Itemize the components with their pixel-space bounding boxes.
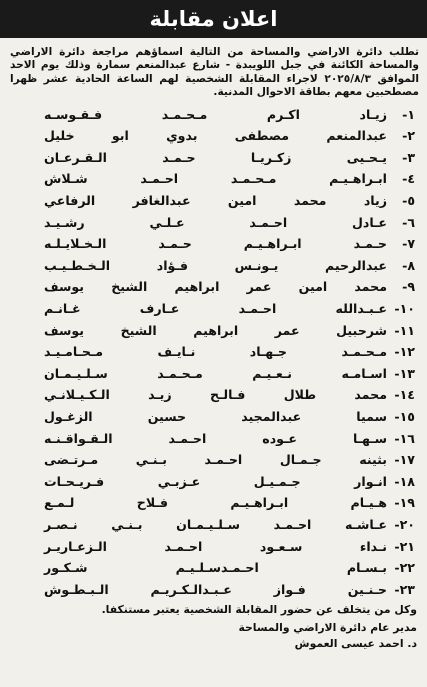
candidate-number: ١٩- — [394, 495, 415, 511]
candidate-row — [14, 147, 415, 169]
candidate-name: عبدالمنعم مصطفى بدوي ابو خليل — [44, 128, 387, 144]
candidate-name: مـحـمـد جـهـاد نـايـف مـحـامـيـد — [44, 344, 387, 360]
candidate-name: محمد امين عمر ابراهيم الشيخ يوسف — [44, 279, 387, 295]
candidate-row — [14, 341, 415, 363]
candidate-number: ١٤- — [394, 387, 415, 403]
candidate-number: ٨- — [402, 257, 415, 273]
candidate-row — [14, 255, 415, 277]
candidate-number: ٩- — [402, 279, 415, 295]
candidate-number: ٢٢- — [394, 560, 415, 576]
candidate-name: عـاشـه احـمـد سـلـيـمـان بـنـي نـصـر — [44, 516, 387, 532]
candidate-name: اسـامـه نـعـيـم مـحـمـد سـلـيـمـان — [44, 365, 387, 381]
candidate-row — [14, 233, 415, 255]
candidate-name: ابـراهـيـم مـحـمـد احـمـد شـلاش — [44, 171, 387, 187]
candidate-row — [14, 168, 415, 190]
candidate-name: انـوار جـمـيـل عـزبـي فـريـحـات — [44, 473, 387, 489]
candidate-name: محمد طلال فـالـح زيـد الـكـيـلانـي — [44, 387, 387, 403]
candidate-number: ١٧- — [394, 452, 415, 468]
candidate-number: ٤- — [402, 171, 415, 187]
absence-warning: وكل من يتخلف عن حضور المقابلة الشخصية يعتبر مستنكفا. — [101, 603, 417, 617]
candidate-row — [14, 276, 415, 298]
candidate-row — [14, 471, 415, 493]
candidate-row — [14, 514, 415, 536]
candidate-name: زيـاد اكـرم مـحـمـد فـقـوسـه — [44, 106, 387, 122]
candidate-number: ٢٠- — [394, 516, 415, 532]
candidate-number: ١٦- — [394, 430, 415, 446]
candidate-row — [14, 579, 415, 601]
candidate-name: بـسـام احـمـدسـلـيـم شـكـور — [44, 560, 387, 576]
candidate-number: ٦- — [402, 214, 415, 230]
candidate-name: حـمـد ابـراهـيـم حـمـد الـخـلايـلـه — [44, 236, 387, 252]
announcement-footer — [10, 602, 417, 652]
candidate-row — [14, 384, 415, 406]
candidate-list — [14, 104, 415, 601]
candidate-row — [14, 363, 415, 385]
candidate-number: ١- — [402, 106, 415, 122]
candidate-row — [14, 536, 415, 558]
candidate-name: شرحبيل عمر ابراهيم الشيخ يوسف — [44, 322, 387, 338]
candidate-row — [14, 320, 415, 342]
candidate-number: ١٣- — [394, 365, 415, 381]
signer-title: مدير عام دائرة الاراضي والمساحة — [238, 621, 417, 635]
announcement-title: اعلان مقابلة — [149, 7, 278, 31]
candidate-number: ١١- — [394, 322, 415, 338]
candidate-row — [14, 104, 415, 126]
announcement-header — [0, 0, 427, 38]
candidate-number: ٢١- — [394, 538, 415, 554]
candidate-name: سميا عبدالمجيد حسين الزغـول — [44, 408, 387, 424]
candidate-row — [14, 212, 415, 234]
intro-paragraph: تطلب دائرة الاراضي والمساحة من التالية اسماؤهم مراجعة دائرة الاراضي والمساحة الكائنة في جبل اللويبدة - شارع عبدالمنعم سمارة وذلك يوم الاحد الموافق ٢٠٢٥/٨/٣ لاجراء المقابلة الشخصية لهم الساعة الحادية عشر ظهرا مصطحبين معهم بطاقة الاحوال المدنية. — [10, 46, 419, 99]
candidate-number: ١٥- — [394, 408, 415, 424]
candidate-row — [14, 428, 415, 450]
candidate-row — [14, 190, 415, 212]
candidate-name: نـداء سـعـود احـمـد الـزعـاريـر — [44, 538, 387, 554]
candidate-number: ٧- — [402, 236, 415, 252]
candidate-name: عبدالرحيم يـونـس فـؤاد الـخـطـيـب — [44, 257, 387, 273]
candidate-name: هـيـام ابـراهـيـم فـلاح لـمـع — [44, 495, 387, 511]
candidate-row — [14, 449, 415, 471]
candidate-number: ٣- — [402, 149, 415, 165]
signer-name: د. احمد عيسى العموش — [294, 637, 417, 651]
candidate-name: حـنـين فـواز عـبـدالـكـريـم الـبـطـوش — [44, 581, 387, 597]
candidate-number: ١٨- — [394, 473, 415, 489]
candidate-row — [14, 557, 415, 579]
candidate-number: ٢- — [402, 128, 415, 144]
candidate-name: عـبـدالله احـمـد عـارف غـانـم — [44, 300, 387, 316]
candidate-number: ١٠- — [394, 300, 415, 316]
candidate-name: زياد محمد امين عبدالغافر الرفاعي — [44, 193, 387, 208]
candidate-row — [14, 298, 415, 320]
candidate-name: عـادل احـمـد عـلـي رشـيـد — [44, 214, 387, 230]
candidate-number: ٢٣- — [394, 581, 415, 597]
candidate-row — [14, 125, 415, 147]
candidate-number: ٥- — [402, 193, 415, 208]
candidate-row — [14, 492, 415, 514]
candidate-name: بثينه جـمـال احـمـد بـنـي مـرتـضى — [44, 452, 387, 468]
candidate-row — [14, 406, 415, 428]
candidate-name: سـهـا عـوده احـمـد الـقـواقـنـه — [44, 430, 387, 446]
candidate-name: يـحـيى زكـريـا حـمـد الـقـرعـان — [44, 149, 387, 165]
candidate-number: ١٢- — [394, 344, 415, 360]
